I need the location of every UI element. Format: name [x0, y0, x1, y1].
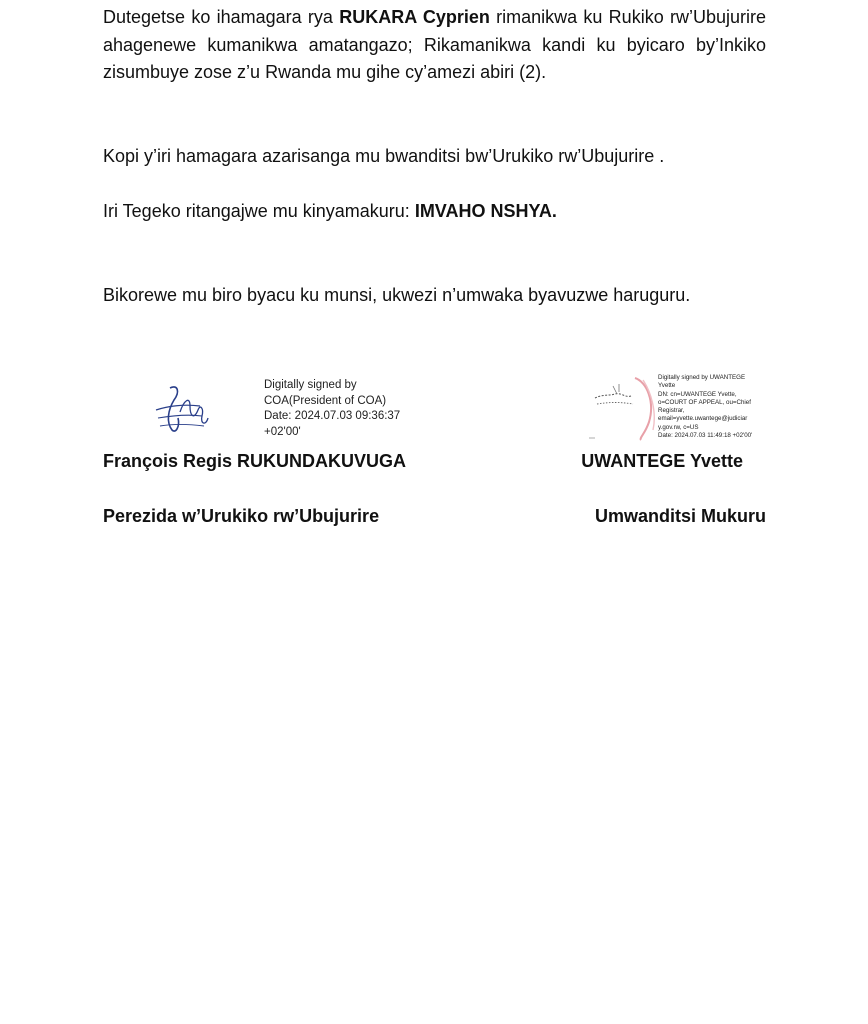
publication-text: Iri Tegeko ritangajwe mu kinyamakuru:	[103, 201, 415, 221]
digital-line: +02'00'	[264, 425, 301, 438]
order-text-end: rimanikwa ku Rukiko rw’Ubujurire ahagenewe kumanikwa amatangazo; Rikamanikwa kandi ku byicaro by’Inkiko zisumbuye zose z’u Rwanda mu gihe cy’amezi abiri (2).	[103, 7, 766, 82]
digital-line: DN: cn=UWANTEGE Yvette,	[658, 390, 737, 398]
order-text-start: Dutegetse ko ihamagara rya	[103, 7, 340, 27]
president-signature-mark	[150, 382, 212, 438]
digital-line: Yvette	[658, 382, 676, 390]
registrar-name: UWANTEGE Yvette	[581, 451, 743, 471]
president-role: Perezida w’Urukiko rw’Ubujurire	[103, 506, 380, 526]
digital-line: Digitally signed by UWANTEGE	[658, 374, 746, 381]
digital-line: Date: 2024.07.03 11:49:18 +02'00'	[658, 432, 753, 440]
digital-line: y.gov.rw, c=US	[658, 423, 699, 431]
president-digital-signature-text	[264, 378, 400, 440]
digital-line: Date: 2024.07.03 09:36:37	[264, 410, 401, 422]
digital-line: Registrar,	[658, 407, 685, 415]
copy-paragraph: Kopi y’iri hamagara azarisanga mu bwanditsi bw’Urukiko rw’Ubujurire .	[103, 146, 665, 166]
publication-paragraph	[103, 198, 766, 226]
president-name: François Regis RUKUNDAKUVUGA	[103, 451, 407, 471]
newspaper-name: IMVAHO NSHYA.	[414, 201, 557, 221]
digital-line: COA(President of COA)	[264, 394, 387, 407]
order-paragraph	[103, 4, 766, 87]
closing-paragraph: Bikorewe mu biro byacu ku munsi, ukwezi n’umwaka byavuzwe haruguru.	[103, 285, 691, 305]
digital-line: o=COURT OF APPEAL, ou=Chief	[658, 398, 751, 406]
registrar-signature-mark	[585, 372, 660, 442]
digital-line: email=yvette.uwantege@judiciar	[658, 415, 748, 423]
registrar-digital-signature-text	[658, 374, 758, 440]
digital-line: Digitally signed by	[264, 379, 357, 391]
defendant-name: RUKARA Cyprien	[339, 7, 490, 27]
registrar-role: Umwanditsi Mukuru	[594, 506, 766, 526]
